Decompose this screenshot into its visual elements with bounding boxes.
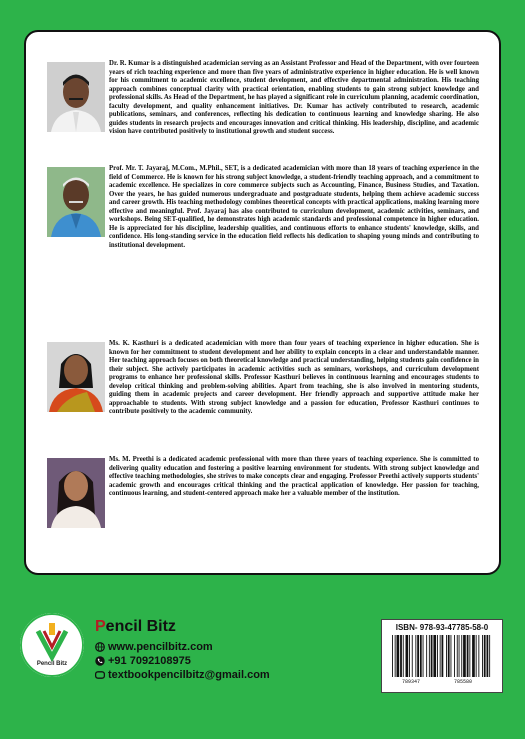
email-line[interactable]	[95, 669, 270, 681]
email-icon	[95, 670, 105, 680]
barcode-bar	[484, 635, 486, 677]
barcode-bar	[437, 635, 438, 677]
bio-text: Dr. R. Kumar is a distinguished academician serving as an Assistant Professor and Head of the Department, with over fourteen years of rich teaching experience and more than five years of administrative experience in higher education. He is well known for his commitment to academic excellence, student development, and effective departmental administration. His teaching approach combines conceptual clarity with practical orientation, enabling students to gain strong subject knowledge and professional skills. As Head of the Department, he has played a significant role in curriculum planning, academic coordination, faculty development, and quality enhancement initiatives. Dr. Kumar has actively contributed to research, academic publications, seminars, and conferences, reflecting his dedication to continuous learning and knowledge sharing. He also guides students in research projects and encourages innovation and critical thinking. His leadership, discipline, and academic vision have contributed positively to institutional growth and student success.	[109, 60, 479, 136]
barcode-bar	[461, 635, 462, 677]
barcode-bar	[412, 635, 413, 677]
barcode-bar	[463, 635, 466, 677]
barcode-bar	[426, 635, 427, 677]
photo-m-preethi	[47, 458, 105, 528]
barcode-bar	[431, 635, 433, 677]
website-text: www.pencilbitz.com	[108, 641, 213, 653]
isbn-barcode	[381, 619, 503, 693]
bio-text: Prof. Mr. T. Jayaraj, M.Com., M.Phil., SET, is a dedicated academician with more than 18 years of teaching experience in the field of Commerce. He is known for his strong subject knowledge, a student-friendly teaching approach, and a commitment to academic excellence. He specializes in core commerce subjects such as Accounting, Finance, Business Studies, and Taxation. Over the years, he has guided numerous undergraduate and postgraduate students, helping them achieve academic success and career growth. His teaching methodology combines theoretical concepts with practical applications, making learning more effective and meaningful. Prof. Jayaraj has also contributed to curriculum development, academic activities, seminars, and workshops. Being SET-qualified, he demonstrates high academic standards and professional competence in higher education. He is appreciated for his discipline, leadership qualities, and continuous efforts to enhance students' knowledge, skills, and confidence. His long-standing service in the education field reflects his dedication to shaping young minds and contributing to institutional development.	[109, 165, 479, 249]
photo-t-jayaraj	[47, 167, 105, 237]
barcode-bar	[395, 635, 396, 677]
barcode-graphic	[390, 635, 494, 677]
bio-text: Ms. M. Preethi is a dedicated academic professional with more than three years of teaching experience. She is committed to delivering quality education and fostering a positive learning environment for students. With strong subject knowledge and effective teaching methodologies, she strives to make concepts clear and engaging. Professor Preethi actively supports students' academic growth and encourages critical thinking and the practical application of knowledge. Her passion for teaching, continuous learning, and student-centered approach make her a valuable member of the institution.	[109, 456, 479, 498]
barcode-bar	[459, 635, 460, 677]
barcode-bar	[454, 635, 455, 677]
barcode-bar	[409, 635, 410, 677]
isbn-label: ISBN- 978-93-47785-58-0	[395, 623, 489, 632]
publisher-brand	[95, 618, 176, 636]
brand-rest: encil Bitz	[105, 618, 176, 635]
barcode-bar	[392, 635, 393, 677]
photo-r-kumar	[47, 62, 105, 132]
barcode-bar	[400, 635, 402, 677]
phone-line[interactable]	[95, 655, 191, 667]
barcode-bar	[451, 635, 452, 677]
barcode-bar	[448, 635, 450, 677]
barcode-bar	[472, 635, 475, 677]
brand-initial: P	[95, 618, 106, 635]
barcode-bar	[487, 635, 489, 677]
barcode-bar	[446, 635, 447, 677]
publisher-logo	[20, 613, 84, 677]
barcode-bar	[403, 635, 404, 677]
barcode-right-digits: 785580	[454, 679, 473, 685]
barcode-bar	[406, 635, 409, 677]
barcode-bar	[489, 635, 490, 677]
phone-icon	[95, 656, 105, 666]
barcode-bar	[469, 635, 470, 677]
website-line[interactable]	[95, 641, 213, 653]
barcode-bar	[397, 635, 400, 677]
barcode-bar	[429, 635, 430, 677]
barcode-bar	[476, 635, 477, 677]
barcode-bar	[423, 635, 424, 677]
barcode-bar	[417, 635, 419, 677]
barcode-bar	[415, 635, 416, 677]
bio-text: Ms. K. Kasthuri is a dedicated academician with more than four years of teaching experience in higher education. She is known for her commitment to student development and her ability to explain concepts in a clear and understandable manner. Her teaching approach focuses on both theoretical knowledge and practical understanding, helping students gain confidence in their subject. She actively participates in academic activities such as seminars, workshops, and curriculum development programs to enhance her professional skills. Professor Kasthuri believes in continuous learning and encourages students to develop critical thinking and problem-solving abilities. Apart from teaching, she is also involved in mentoring students, guiding them in academic projects and career development. Her friendly approach and supportive attitude make her approachable to students. With strong subject knowledge and a passion for education, Professor Kasthuri continues to contribute positively to the academic community.	[109, 340, 479, 416]
publisher-footer	[0, 585, 525, 739]
photo-k-kasthuri	[47, 342, 105, 412]
logo-text: Pencil Bitz	[36, 661, 68, 667]
barcode-left-digits: 789347	[402, 679, 421, 685]
barcode-bar	[433, 635, 436, 677]
globe-icon	[95, 642, 105, 652]
barcode-bar	[478, 635, 479, 677]
bio-panel	[24, 30, 501, 575]
barcode-bar	[457, 635, 458, 677]
phone-text: +91 7092108975	[108, 655, 191, 667]
barcode-bar	[482, 635, 483, 677]
barcode-bar	[442, 635, 444, 677]
barcode-bar	[467, 635, 469, 677]
barcode-bar	[420, 635, 422, 677]
barcode-bar	[440, 635, 441, 677]
email-text: textbookpencilbitz@gmail.com	[108, 669, 270, 681]
